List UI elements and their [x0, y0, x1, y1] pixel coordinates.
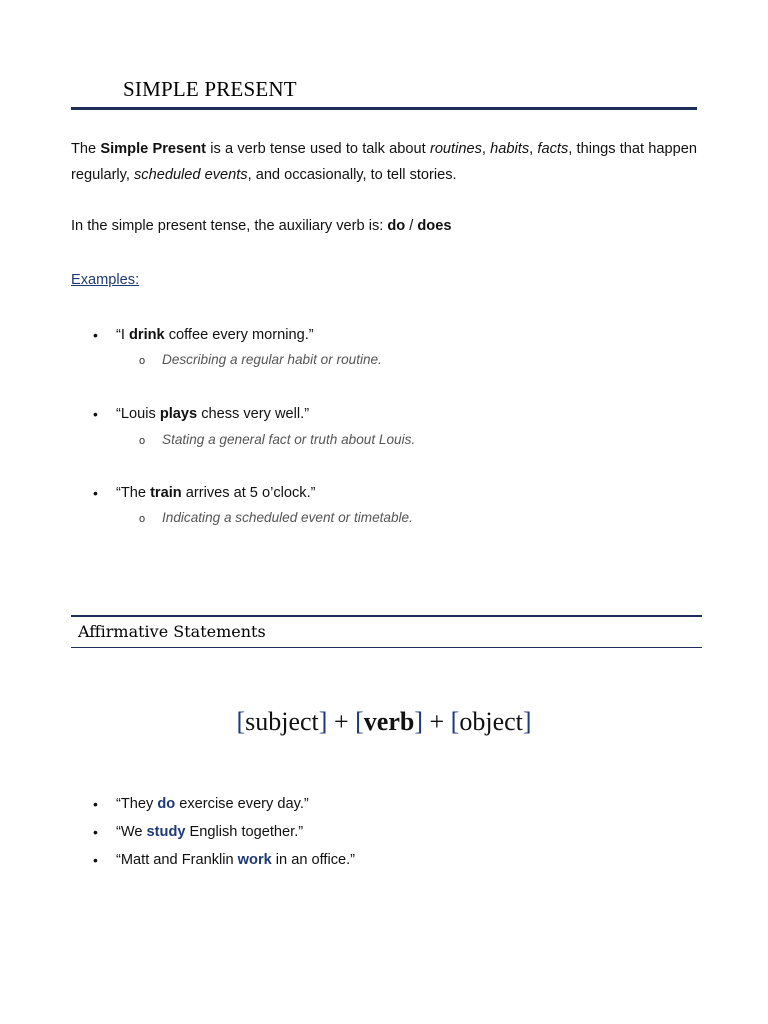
- bracket-close: ]: [414, 707, 423, 736]
- example-text: chess very well.”: [197, 406, 310, 422]
- example-verb: plays: [159, 406, 198, 422]
- bracket-close: ]: [318, 707, 328, 736]
- section-top-rule: [71, 615, 702, 617]
- bracket-open: [: [355, 707, 364, 736]
- page-title: SIMPLE PRESENT: [123, 77, 297, 101]
- example-text: “I: [116, 327, 129, 343]
- formula-object: object: [459, 707, 523, 736]
- intro-text: The: [71, 141, 101, 157]
- intro-paragraph: [71, 136, 697, 188]
- formula-subject: subject: [245, 707, 319, 736]
- affirmative-verb: do: [157, 796, 176, 812]
- affirmative-sentence: [116, 850, 355, 870]
- affirmative-text: English together.”: [185, 824, 304, 840]
- examples-link[interactable]: Examples:: [71, 272, 140, 288]
- intro-text: is a verb tense used to talk about: [206, 141, 430, 157]
- affirmative-sentence: [116, 794, 309, 814]
- formula-plus: +: [423, 707, 451, 736]
- title-underline: [71, 107, 697, 110]
- auxiliary-does: does: [417, 218, 452, 234]
- example-sentence: [116, 483, 316, 503]
- example-text: arrives at 5 o’clock.”: [181, 485, 316, 501]
- bullet: •: [93, 852, 98, 868]
- section-bottom-rule: [71, 647, 702, 648]
- sub-bullet: o: [139, 435, 146, 447]
- auxiliary-slash: /: [405, 218, 418, 234]
- example-text: “The: [116, 485, 151, 501]
- section-heading-affirmative: Affirmative Statements: [78, 622, 266, 641]
- formula-plus: +: [327, 707, 356, 736]
- affirmative-sentence: [116, 822, 303, 842]
- affirmative-text: “They: [116, 796, 158, 812]
- bracket-open: [: [236, 707, 246, 736]
- bullet: •: [93, 485, 98, 501]
- intro-term-scheduled-events: scheduled events: [134, 167, 248, 183]
- affirmative-text: “We: [116, 824, 147, 840]
- affirmative-text: exercise every day.”: [175, 796, 309, 812]
- intro-term-routines: routines: [429, 141, 482, 157]
- example-description: Describing a regular habit or routine.: [162, 352, 382, 367]
- sub-bullet: o: [139, 513, 146, 525]
- bracket-open: [: [450, 707, 460, 736]
- intro-term-simple-present: Simple Present: [100, 141, 207, 157]
- bracket-close: ]: [522, 707, 532, 736]
- example-verb: drink: [128, 327, 165, 343]
- affirmative-verb: work: [237, 852, 272, 868]
- intro-term-facts: facts: [537, 141, 569, 157]
- example-text: coffee every morning.”: [164, 327, 314, 343]
- intro-text: , things that happen regularly,: [71, 141, 697, 183]
- formula-verb: verb: [363, 707, 415, 736]
- example-verb: train: [150, 485, 182, 501]
- affirmative-text: in an office.”: [271, 852, 356, 868]
- example-sentence: [116, 325, 314, 345]
- intro-separator: ,: [529, 141, 538, 157]
- auxiliary-do: do: [387, 218, 406, 234]
- sentence-formula: [0, 700, 768, 744]
- sub-bullet: o: [139, 355, 146, 367]
- bullet: •: [93, 327, 98, 343]
- example-description: Stating a general fact or truth about Louis.: [162, 432, 416, 447]
- bullet: •: [93, 824, 98, 840]
- example-sentence: [116, 404, 309, 424]
- intro-separator: ,: [481, 141, 491, 157]
- intro-text: , and occasionally, to tell stories.: [247, 167, 457, 183]
- bullet: •: [93, 796, 98, 812]
- example-description: Indicating a scheduled event or timetable.: [162, 510, 413, 525]
- auxiliary-text: In the simple present tense, the auxiliary verb is:: [71, 218, 388, 234]
- affirmative-verb: study: [146, 824, 186, 840]
- auxiliary-verb-line: [71, 216, 451, 236]
- affirmative-text: “Matt and Franklin: [116, 852, 238, 868]
- bullet: •: [93, 406, 98, 422]
- intro-term-habits: habits: [490, 141, 530, 157]
- example-text: “Louis: [116, 406, 160, 422]
